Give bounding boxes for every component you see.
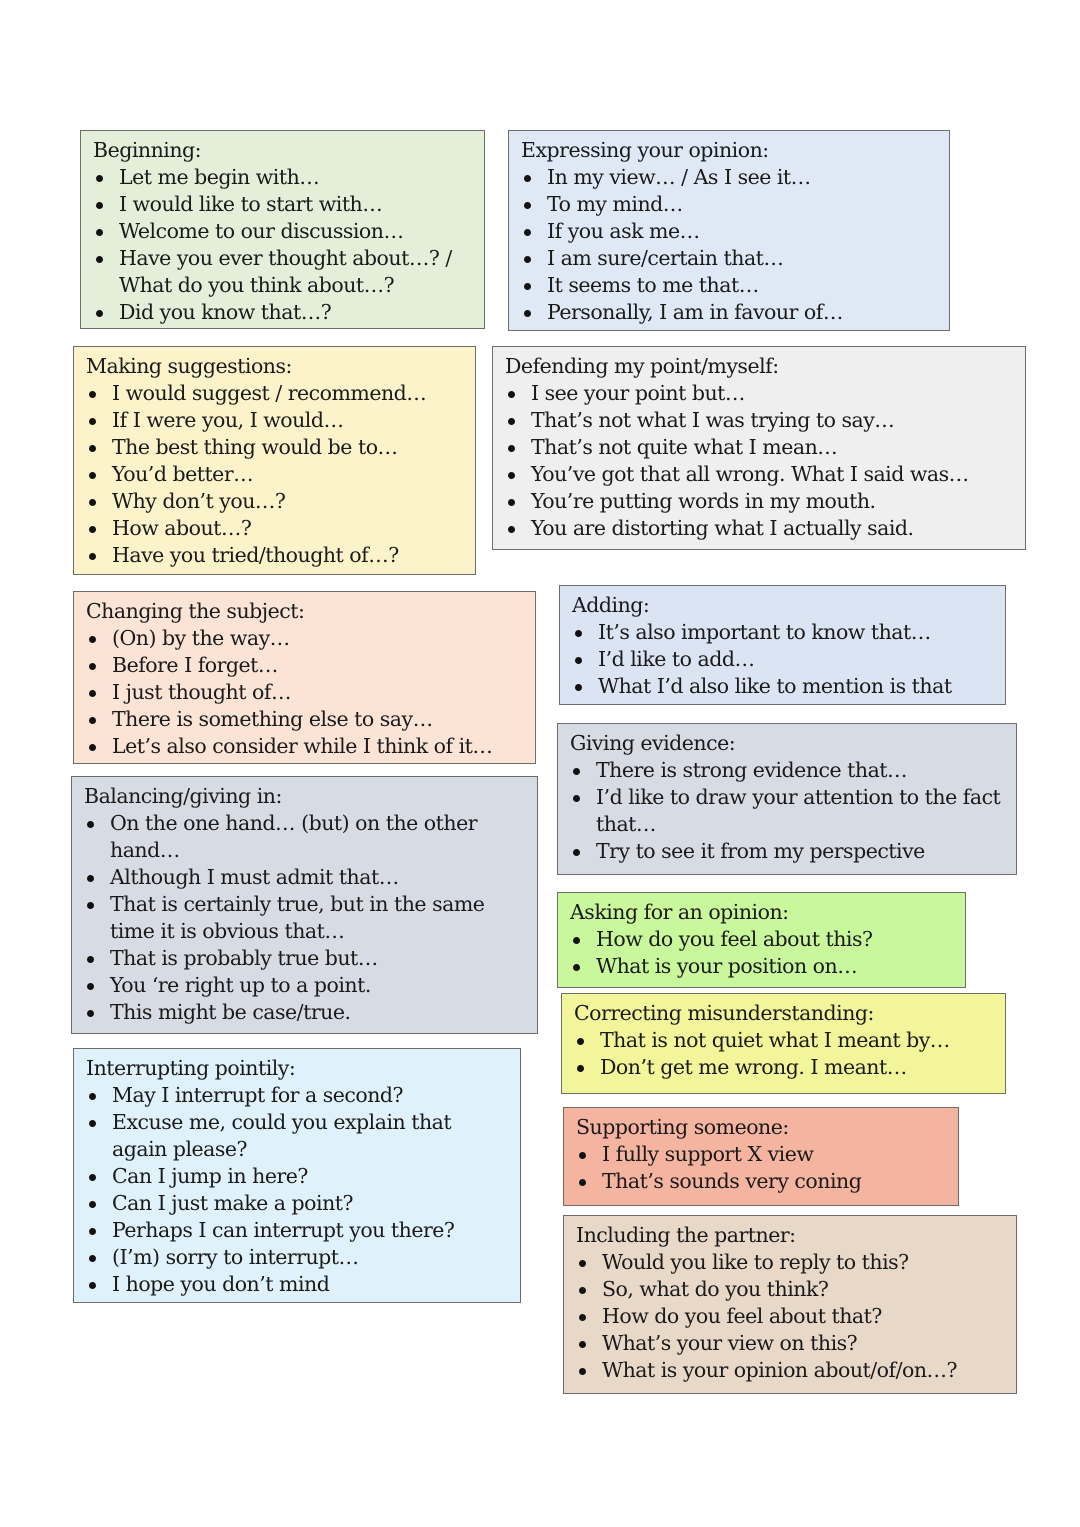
phrase-item: I would like to start with…: [93, 191, 474, 218]
phrase-item: On the one hand… (but) on the other hand…: [84, 810, 527, 864]
phrase-item: It’s also important to know that…: [572, 619, 995, 646]
card-including-partner: [563, 1215, 1017, 1394]
card-giving-evidence: [557, 723, 1017, 875]
phrase-list: [570, 757, 1006, 865]
card-title: Giving evidence:: [570, 731, 736, 755]
phrase-list: [84, 810, 527, 1026]
phrase-item: There is something else to say…: [86, 706, 525, 733]
phrase-item: Can I just make a point?: [86, 1190, 510, 1217]
phrase-item: Can I jump in here?: [86, 1163, 510, 1190]
phrase-item: Would you like to reply to this?: [576, 1249, 1006, 1276]
phrase-item: That’s not quite what I mean…: [505, 434, 1015, 461]
card-title: Balancing/giving in:: [84, 784, 282, 808]
phrase-item: How do you feel about this?: [570, 926, 955, 953]
phrase-item: It seems to me that…: [521, 272, 939, 299]
card-correcting-misunderstanding: [561, 993, 1006, 1094]
phrase-item: Before I forget…: [86, 652, 525, 679]
phrase-item: I’d like to add…: [572, 646, 995, 673]
card-expressing-opinion: [508, 130, 950, 331]
phrase-item: Try to see it from my perspective: [570, 838, 1006, 865]
phrase-list: [93, 164, 474, 326]
card-title: Asking for an opinion:: [570, 900, 789, 924]
phrase-item: Let me begin with…: [93, 164, 474, 191]
phrase-item: So, what do you think?: [576, 1276, 1006, 1303]
phrase-item: Perhaps I can interrupt you there?: [86, 1217, 510, 1244]
card-changing-subject: [73, 591, 536, 764]
phrase-list: [86, 380, 465, 569]
phrase-item: What is your opinion about/of/on…?: [576, 1357, 1006, 1384]
card-asking-opinion: [557, 892, 966, 988]
phrase-list: [86, 625, 525, 760]
phrase-list: [86, 1082, 510, 1298]
phrase-item: Have you tried/thought of…?: [86, 542, 465, 569]
phrase-item: (On) by the way…: [86, 625, 525, 652]
phrase-item: I just thought of…: [86, 679, 525, 706]
phrase-item: Let’s also consider while I think of it…: [86, 733, 525, 760]
phrase-item: If I were you, I would…: [86, 407, 465, 434]
phrase-item: That is certainly true, but in the same time it is obvious that…: [84, 891, 527, 945]
phrase-item: What I’d also like to mention is that: [572, 673, 995, 700]
phrase-list: [570, 926, 955, 980]
card-title: Including the partner:: [576, 1223, 796, 1247]
phrase-item: I fully support X view: [576, 1141, 948, 1168]
phrase-item: The best thing would be to…: [86, 434, 465, 461]
phrase-item: There is strong evidence that…: [570, 757, 1006, 784]
phrase-item: That’s not what I was trying to say…: [505, 407, 1015, 434]
card-title: Making suggestions:: [86, 354, 292, 378]
phrase-item: You’ve got that all wrong. What I said was…: [505, 461, 1015, 488]
card-title: Beginning:: [93, 138, 202, 162]
phrase-item: Although I must admit that…: [84, 864, 527, 891]
phrase-item: You’d better…: [86, 461, 465, 488]
phrase-item: I am sure/certain that…: [521, 245, 939, 272]
phrase-list: [574, 1027, 995, 1081]
phrase-item: Welcome to our discussion…: [93, 218, 474, 245]
phrase-item: That is probably true but…: [84, 945, 527, 972]
phrase-item: Don’t get me wrong. I meant…: [574, 1054, 995, 1081]
phrase-item: Have you ever thought about…? / What do you think about…?: [93, 245, 474, 299]
phrase-item: Excuse me, could you explain that again please?: [86, 1109, 510, 1163]
phrase-item: (I’m) sorry to interrupt…: [86, 1244, 510, 1271]
card-title: Expressing your opinion:: [521, 138, 769, 162]
phrase-item: You are distorting what I actually said.: [505, 515, 1015, 542]
phrase-item: This might be case/true.: [84, 999, 527, 1026]
phrase-item: I would suggest / recommend…: [86, 380, 465, 407]
phrase-list: [572, 619, 995, 700]
card-adding: [559, 585, 1006, 705]
card-title: Supporting someone:: [576, 1115, 789, 1139]
card-interrupting: [73, 1048, 521, 1303]
card-title: Interrupting pointily:: [86, 1056, 296, 1080]
phrase-item: Personally, I am in favour of…: [521, 299, 939, 326]
phrase-item: You ‘re right up to a point.: [84, 972, 527, 999]
card-defending-point: [492, 346, 1026, 550]
phrase-item: That’s sounds very coning: [576, 1168, 948, 1195]
card-balancing: [71, 776, 538, 1034]
phrase-item: You’re putting words in my mouth.: [505, 488, 1015, 515]
phrase-item: I’d like to draw your attention to the fact that…: [570, 784, 1006, 838]
phrase-item: How about…?: [86, 515, 465, 542]
card-supporting-someone: [563, 1107, 959, 1206]
phrase-item: To my mind…: [521, 191, 939, 218]
phrase-list: [576, 1249, 1006, 1384]
phrase-item: In my view… / As I see it…: [521, 164, 939, 191]
phrase-list: [521, 164, 939, 326]
phrase-list: [576, 1141, 948, 1195]
phrase-list: [505, 380, 1015, 542]
card-title: Changing the subject:: [86, 599, 305, 623]
phrase-item: Why don’t you…?: [86, 488, 465, 515]
phrase-item: What is your position on…: [570, 953, 955, 980]
phrase-item: Did you know that…?: [93, 299, 474, 326]
phrase-item: How do you feel about that?: [576, 1303, 1006, 1330]
phrase-item: May I interrupt for a second?: [86, 1082, 510, 1109]
phrase-item: I see your point but…: [505, 380, 1015, 407]
phrase-item: I hope you don’t mind: [86, 1271, 510, 1298]
card-title: Correcting misunderstanding:: [574, 1001, 874, 1025]
card-title: Adding:: [572, 593, 650, 617]
card-beginning: [80, 130, 485, 329]
card-title: Defending my point/myself:: [505, 354, 779, 378]
phrase-item: That is not quiet what I meant by…: [574, 1027, 995, 1054]
phrase-item: If you ask me…: [521, 218, 939, 245]
phrase-item: What’s your view on this?: [576, 1330, 1006, 1357]
card-making-suggestions: [73, 346, 476, 575]
